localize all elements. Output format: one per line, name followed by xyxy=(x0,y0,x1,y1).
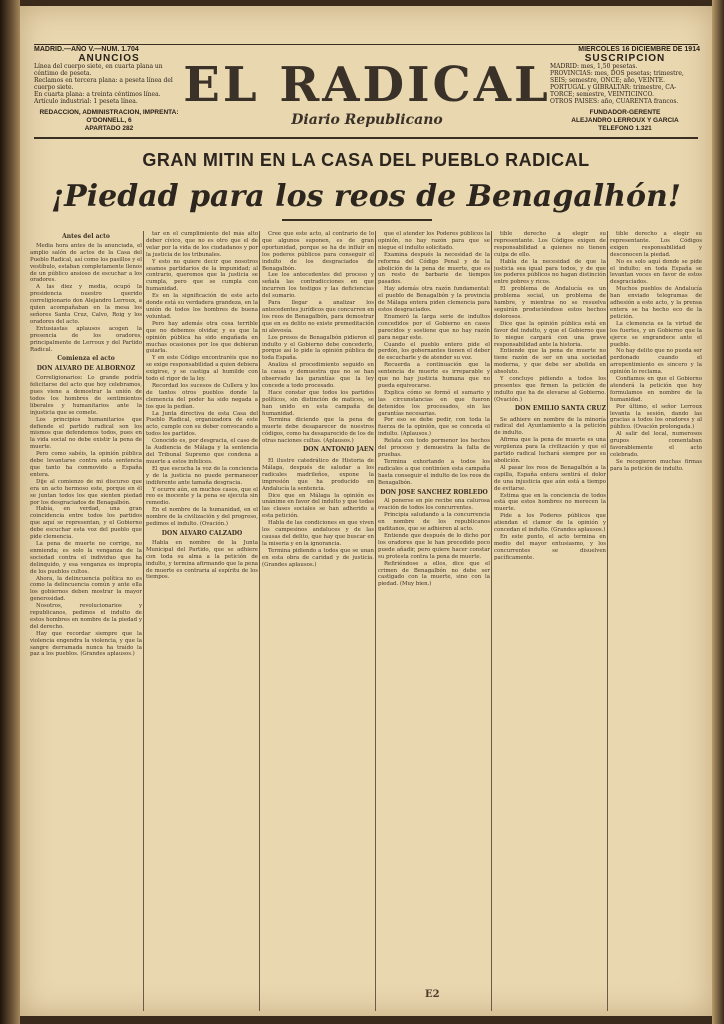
newspaper-title: EL RADICAL xyxy=(183,57,551,113)
suscripcion-line: OTROS PAISES: año, CUARENTA francos. xyxy=(550,98,679,105)
paragraph: Refiriéndose a ellos, dice que el crimen de Benagalbón no debe ser castigado con la muerte, sino con la piedad. (Muy bien.) xyxy=(378,560,490,588)
paragraph: El que escucha la voz de la conciencia y de la justicia no puede permanecer indiferente ante tamaña desgracia. xyxy=(146,465,258,486)
paragraph: Había, en verdad, una gran coincidencia entre todos los partidos que aquí se representan, y el Gobierno debe escuchar esta voz del pueblo que pide clemencia. xyxy=(30,506,142,541)
speaker-name: DON ALVARO CALZADO xyxy=(161,529,243,537)
newspaper-subtitle: Diario Republicano xyxy=(291,112,443,128)
paragraph: Pide a los Poderes públicos que atiendan el clamor de la opinión y concedan el indulto. (Grandes aplausos.) xyxy=(494,513,606,534)
anuncios-line: Línea del cuerpo siete, en cuarta plana un xyxy=(34,63,163,70)
masthead xyxy=(20,6,712,141)
newspaper-page xyxy=(20,6,712,1016)
paragraph: Entiende que después de lo dicho por los oradores que le han precedido poco puede añadir, pero quiere hacer constar su protesta contra la pena de muerte. xyxy=(378,532,490,560)
anuncios-line: céntimo de peseta. xyxy=(34,70,92,77)
paragraph: La clemencia es la virtud de los fuertes, y un Gobierno que la ejerce se engrandece ante el pueblo. xyxy=(610,320,702,348)
column-3 xyxy=(262,231,374,1011)
paragraph: Termina pidiendo a todos que se unan en esta obra de caridad y de justicia. (Grandes aplausos.) xyxy=(262,547,374,568)
issue-date: MIERCOLES 16 DICIEMBRE DE 1914 xyxy=(578,46,700,53)
founder-name: ALEJANDRO LERROUX Y GARCIA xyxy=(571,117,679,124)
paragraph: Termina exhortando a todos los radicales a que continúen esta campaña hasta conseguir el indulto de los reos de Benagalbón. xyxy=(378,458,490,486)
paragraph: Al pasar los reos de Benagalbón a la capilla, España entera sentirá el dolor de una injusticia que aún está a tiempo de evitarse. xyxy=(494,464,606,492)
paragraph: Correligionarios: Lo grande podría felicitarse del acto que hoy celebramos, pues viene a demostrar la unión de todos los hombres de sentimientos liberales y humanitarios ante la injusticia que se comete. xyxy=(30,375,142,416)
paragraph: El problema de Andalucía es un problema social, un problema de hambre, y mientras no se resuelva seguirán produciéndose estos hechos dolorosos. xyxy=(494,286,606,320)
paragraph: Se recogieron muchas firmas para la petición de indulto. xyxy=(610,458,702,472)
column-1 xyxy=(30,231,142,1011)
telefono: TELEFONO 1.321 xyxy=(598,125,652,132)
suscripcion-line: TORCE; semestre, VEINTICINCO. xyxy=(550,91,654,98)
paragraph: Y ocurre aún, en muchos casos, que el reo es inocente y la pena se ejecuta sin remedio. xyxy=(146,486,258,507)
paragraph: Recordad los sucesos de Cullera y los de tantos otros pueblos donde la clemencia del poder ha sido negada a los que la pedían. xyxy=(146,382,258,410)
paragraph: Hay además otra razón fundamental: el pueblo de Benagalbón y la provincia de Málaga entera piden clemencia para estos desgraciados. xyxy=(378,286,490,313)
paragraph: Hay que recordar siempre que la violencia engendra la violencia, y que la sangre derramada nunca ha traído la paz a los pueblos. (Grandes aplausos.) xyxy=(30,630,142,658)
column-6 xyxy=(610,231,702,1011)
paragraph: Lee los antecedentes del proceso y señala las contradicciones en que incurren los testigos y las deficiencias del sumario. xyxy=(262,272,374,300)
suscripcion-box xyxy=(550,46,700,133)
paragraph: Y en este Código encontraréis que no se exige responsabilidad a quien debiera exigirse, y se castiga al humilde con todo el rigor de la ley. xyxy=(146,355,258,383)
paragraph: Pero como sabéis, la opinión pública debe levantarse contra esta sentencia que tanto ha conmovido a España entera. xyxy=(30,451,142,478)
apartado: APARTADO 282 xyxy=(84,125,134,132)
paragraph: A las diez y media, ocupó la presidencia nuestro querido correligionario don Alejandro Lerroux, a quien acompañaban en la mesa los señores Santa Cruz, Calvo, Roig y los oradores del acto. xyxy=(30,284,142,325)
paragraph: tible derecho a elegir su representante. Los Códigos exigen responsabilidad y desconocen la piedad. xyxy=(610,231,702,258)
speaker-name: DON ANTONIO JAEN xyxy=(303,446,374,454)
paragraph: No es solo aquí donde se pide el indulto; en toda España se levantan voces en favor de estos desgraciados. xyxy=(610,258,702,286)
paragraph: tible derecho a elegir su representante. Los Códigos exigen de responsabilidad a quienes no tienen culpa de ello. xyxy=(494,231,606,258)
issue-number: MADRID.—AÑO V.—NUM. 1.704 xyxy=(34,46,139,53)
paragraph: Y esto no quiere decir que nosotros seamos partidarios de la impunidad; al contrario, queremos que la justicia se cumpla, pero que se cumpla con humanidad. xyxy=(146,258,258,293)
paragraph: Los presos de Benagalbón pidieron el indulto y el Gobierno debe concederlo, porque así lo pide la opinión pública de toda España. xyxy=(262,334,374,362)
paragraph: Recuerda a continuación que la sentencia de muerte es irreparable y que no hay justicia humana que no pueda equivocarse. xyxy=(378,362,490,389)
paragraph: Los principios humanitarios que defiende el partido radical son los mismos que defendemos todos, pues en la vida social no debe existir la pena de muerte. xyxy=(30,416,142,451)
paragraph: Habla de las condiciones en que viven los campesinos andaluces y de las causas del delito, que hay que buscar en la miseria y en la ignorancia. xyxy=(262,520,374,547)
paragraph: Entiende que la pena de muerte no tiene razón de ser en una sociedad moderna, y que debe ser abolida en absoluto. xyxy=(494,348,606,376)
paragraph: Dice que en Málaga la opinión es unánime en favor del indulto y que todas las clases sociales se han adherido a esta petición. xyxy=(262,492,374,520)
headline-main: ¡Piedad para los reos de Benagalhón! xyxy=(51,179,681,214)
page-edge xyxy=(712,0,724,1024)
suscripcion-line: SEIS; semestre, ONCE; año, VEINTE. xyxy=(550,77,666,84)
anuncios-line: Artículo industrial: 1 peseta línea. xyxy=(34,98,138,105)
paragraph: Nosotros, revolucionarios y republicanos, pedimos el indulto de estos hombres en nombre de la piedad y del derecho. xyxy=(30,603,142,630)
section-heading: Comienza el acto xyxy=(57,355,115,363)
column-rule xyxy=(607,231,608,1011)
paragraph: Se adhiere en nombre de la minoría radical del Ayuntamiento a la petición de indulto. xyxy=(494,416,606,437)
masthead-rule xyxy=(34,137,698,139)
address: REDACCION, ADMINISTRACION, IMPRENTA: O'DONNELL, 6 xyxy=(39,109,179,124)
suscripcion-line: PROVINCIAS: mes, DOS pesetas; trimestre, xyxy=(550,70,684,77)
page-mark: E2 xyxy=(425,989,440,1000)
paragraph: Por eso se debe pedir, con toda la fuerza de la opinión, que se conceda el indulto. (Aplausos.) xyxy=(378,417,490,438)
paragraph: La Junta directiva de esta Casa del Pueblo Radical, organizadora de este acto, cumple con su deber convocando a todos los partidos. xyxy=(146,410,258,438)
paragraph: Dije al comienzo de mi discurso que era un acto hermoso este, porque en él se juntan todos los que sienten piedad por los desgraciados de Benagalbón. xyxy=(30,478,142,506)
paragraph: Cree que este acto, al contrario de lo que algunos suponen, es de gran oportunidad, porque se ha de influir en los poderes públicos para conseguir el indulto de los desgraciados de Benagalbón. xyxy=(262,231,374,272)
paragraph: En este punto, el acto termina en medio del mayor entusiasmo, y los concurrentes se disuelven pacíficamente. xyxy=(494,533,606,561)
paragraph: Hace constar que todos los partidos políticos, sin distinción de matices, se han unido en esta campaña de humanidad. xyxy=(262,389,374,417)
column-4 xyxy=(378,231,490,1011)
paragraph: Habla de la necesidad de que la justicia sea igual para todos, y de que los poderes públicos no hagan distinción entre pobres y ricos. xyxy=(494,258,606,286)
paragraph: Examina después la necesidad de la reforma del Código Penal y de la abolición de la pena de muerte, que es un resto de barbarie de tiempos pasados. xyxy=(378,251,490,286)
paragraph: No hay delito que no pueda ser perdonado cuando el arrepentimiento es sincero y la opinión lo reclama. xyxy=(610,348,702,376)
column-rule xyxy=(491,231,492,1011)
paragraph: Entusiastas aplausos acogen la presencia de los oradores, principalmente de Lerroux y del Partido Radical. xyxy=(30,325,142,353)
paragraph: Cuando el pueblo entero pide el perdón, los gobernantes tienen el deber de escucharle y de atender su voz. xyxy=(378,341,490,362)
speaker-name: DON ALVARO DE ALBORNOZ xyxy=(36,365,136,373)
paragraph: Es en la significación de este acto donde está su verdadera grandeza, en la unión de todos los hombres de buena voluntad. xyxy=(146,293,258,320)
paragraph: La pena de muerte no corrige, no enmienda; es solo la venganza de la sociedad contra el individuo que ha delinquido, y esa venganza es impropia de los pueblos cultos. xyxy=(30,540,142,575)
anuncios-title: ANUNCIOS xyxy=(78,53,140,64)
paragraph: Y concluye pidiendo a todos los presentes que firmen la petición de indulto que ha de elevarse al Gobierno. (Ovación.) xyxy=(494,376,606,403)
paragraph: Por último, el señor Lerroux levanta la sesión, dando las gracias a todos los oradores y al público. (Ovación prolongada.) xyxy=(610,403,702,431)
headline-rule xyxy=(282,219,432,221)
paragraph: tar en el cumplimiento del más alto deber cívico, que no es otro que el de velar por la vida de los ciudadanos y por la justicia de los tribunales. xyxy=(146,231,258,258)
column-rule xyxy=(143,231,144,1011)
paragraph: Confiamos en que el Gobierno atenderá la petición que hoy formulamos en nombre de la humanidad. xyxy=(610,376,702,403)
paragraph: Relata con todo pormenor los hechos del proceso y demuestra la falta de pruebas. xyxy=(378,438,490,458)
speaker-name: DON EMILIO SANTA CRUZ xyxy=(514,404,606,412)
paragraph: Dice que la opinión pública está en favor del indulto, y que el Gobierno que lo niegue cargará con una grave responsabilidad ante la historia. xyxy=(494,320,606,348)
suscripcion-title: SUSCRIPCION xyxy=(584,53,666,64)
suscripcion-line: PORTUGAL y GIBRALTAR: trimestre, CA- xyxy=(550,84,677,91)
paragraph: Para llegar a analizar los antecedentes jurídicos que concurren en los reos de Benagalbón, para demostrar que en su delito no existe premeditación ni alevosía. xyxy=(262,300,374,334)
paragraph: Analiza el procedimiento seguido en la causa y demuestra que no se han observado las garantías que la ley concede a todo procesado. xyxy=(262,362,374,389)
paragraph: Al ponerse en pie recibe una calurosa ovación de todos los concurrentes. xyxy=(378,498,490,512)
paragraph: que el atender los Poderes públicos la opinión, no hay razón para que se niegue el indulto solicitado. xyxy=(378,231,490,251)
column-5 xyxy=(494,231,606,1011)
paragraph: Afirma que la pena de muerte es una vergüenza para la civilización y que el partido radical luchará siempre por su abolición. xyxy=(494,437,606,464)
top-rule xyxy=(34,44,698,45)
paragraph: Enumeró la larga serie de indultos concedidos por el Gobierno en casos parecidos y sostiene que no hay razón para negar este. xyxy=(378,313,490,341)
anuncios-line: Reclamos en tercera plana: a peseta línea del xyxy=(34,77,173,84)
paragraph: Explica cómo se formó el sumario y las circunstancias en que fueron detenidos los procesados, sin las garantías necesarias. xyxy=(378,389,490,417)
book-spine xyxy=(0,0,20,1024)
article-columns xyxy=(30,231,702,1011)
founder-label: FUNDADOR-GERENTE xyxy=(589,109,661,116)
paragraph: Principia saludando a la concurrencia en nombre de los republicanos gaditanos, que se adhieren al acto. xyxy=(378,512,490,533)
column-rule xyxy=(375,231,376,1011)
anuncios-line: cuerpo siete. xyxy=(34,84,74,91)
anuncios-line: En cuarta plana: a treinta céntimos línea. xyxy=(34,91,161,98)
column-2 xyxy=(146,231,258,1011)
anuncios-box xyxy=(34,46,184,133)
speaker-name: DON JOSE SANCHEZ ROBLEDO xyxy=(380,488,488,496)
paragraph: Estima que en la conciencia de todos está que estos hombres no merecen la muerte. xyxy=(494,492,606,513)
paragraph: Habla en nombre de la Junta Municipal del Partido, que se adhiere con toda su alma a la petición de indulto, y termina afirmando que la pena de muerte es contraria al espíritu de los tiempos. xyxy=(146,539,258,581)
paragraph: El ilustre catedrático de Historia de Málaga, después de saludar a los radicales madrileños, expone la impresión que ha producido en Andalucía la sentencia. xyxy=(262,458,374,492)
paragraph: Ahora, la delincuencia política no es como la delincuencia común y ante ella los gobiernos deben mostrar la mayor generosidad. xyxy=(30,575,142,603)
paragraph: Al salir del local, numerosos grupos comentaban favorablemente el acto celebrado. xyxy=(610,431,702,458)
headline-top: GRAN MITIN EN LA CASA DEL PUEBLO RADICAL xyxy=(142,150,590,170)
suscripcion-line: MADRID: mes, 1,50 pesetas. xyxy=(550,63,638,70)
column-rule xyxy=(259,231,260,1011)
paragraph: Media hora antes de la anunciada, el amplio salón de actos de la Casa del Pueblo Radical, así como los pasillos y el vestíbulo, estaban completamente llenos de un público ansioso de escuchar a los oradores. xyxy=(30,242,142,284)
paragraph: Muchos pueblos de Andalucía han enviado telegramas de adhesión a este acto, y la prensa entera se ha hecho eco de la petición. xyxy=(610,286,702,320)
section-heading: Antes del acto xyxy=(62,233,110,240)
paragraph: Termina diciendo que la pena de muerte debe desaparecer de nuestros códigos, como ha desaparecido de los de otras naciones cultas. (Aplausos.) xyxy=(262,417,374,445)
paragraph: Conocido es, por desgracia, el caso de la Audiencia de Málaga y la sentencia del Tribunal Supremo que condena a muerte a estos infelices. xyxy=(146,438,258,465)
paragraph: En el nombre de la humanidad, en el nombre de la civilización y del progreso, pedimos el indulto. (Ovación.) xyxy=(146,507,258,528)
paragraph: Pero hay además otra cosa terrible que no debemos olvidar, y es que la opinión pública ha sido engañada en muchas ocasiones por los que debieran guiarla. xyxy=(146,320,258,355)
